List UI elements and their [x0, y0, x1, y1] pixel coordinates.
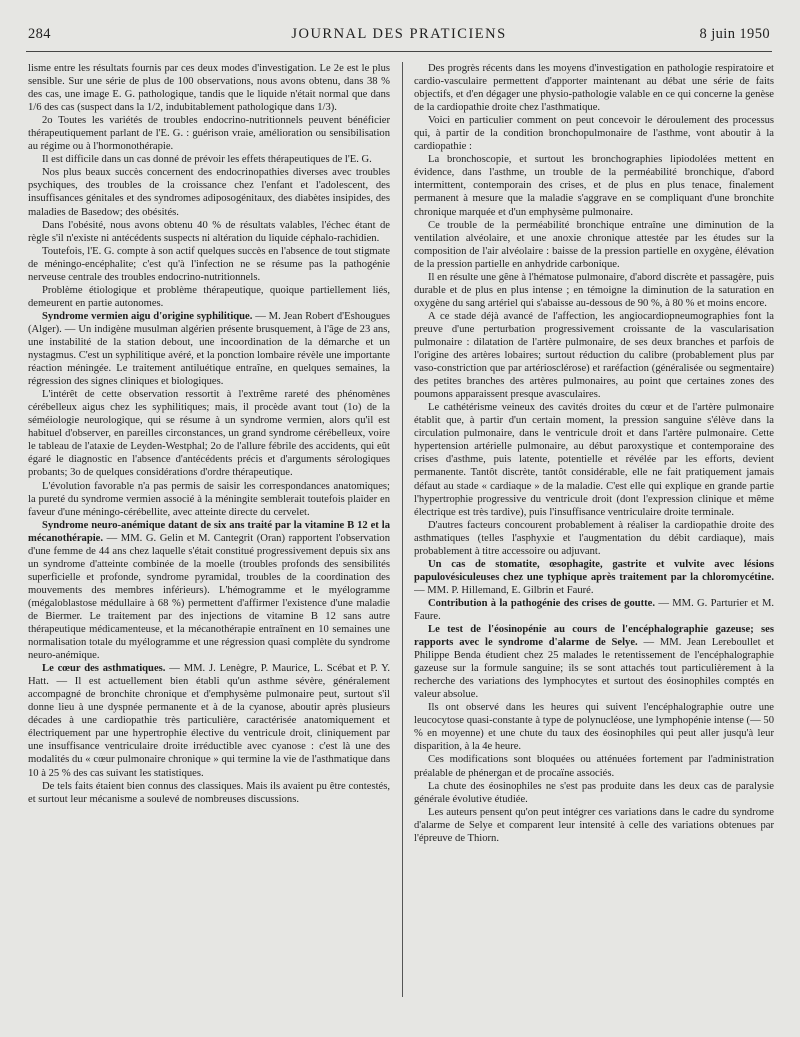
section-paragraph: Syndrome neuro-anémique datant de six ans traité par la vitamine B 12 et la mécanothérapie. — MM. G. Gelin et M. Cantegrit (Oran) rapportent l'observation d'une femme de 44 ans chez laquelle s'était constitué progressivement depuis six ans un syndrome d'atteinte combinée de la moelle (troubles profonds des sensibilités superficielle et profonde, syndrome pyramidal, troubles de la coordination des mouvements des membres inférieurs). L'hémogramme et le myélogramme (mégaloblastose médullaire à 68 %) permettent d'affirmer l'existence d'une maladie de Biermer. Le traitement par des injections de vitamine B 12 sans autre thérapeutique médicamenteuse, et la mécanothérapie entraînent en 10 semaines une normalisation totale du myélogramme et une régression quasi complète du syndrome neuro-anémique.: [28, 519, 390, 662]
paragraph: Ce trouble de la perméabilité bronchique entraîne une diminution de la ventilation alvéolaire, et une anoxie chronique attestée par les études sur la composition de l'air alvéolaire : baisse de la pression partielle en oxygène, élévation de la pression partielle en anhydride carbonique.: [414, 219, 774, 270]
paragraph: Les auteurs pensent qu'on peut intégrer ces variations dans le cadre du syndrome d'alarme de Selye et comparent leur intensité à celle des variations obtenues par l'épreuve de Thiorn.: [414, 806, 774, 844]
paragraph: Dans l'obésité, nous avons obtenu 40 % de résultats valables, l'échec étant de règle s'il n'existe ni antécédents suspects ni altération du liquide céphalo-rachidien.: [28, 219, 390, 244]
section-heading: Un cas de stomatite, œsophagite, gastrite et vulvite avec lésions papulovésiculeuses chez une typhique après traitement par la chloromycétine.: [414, 558, 774, 583]
paragraph: L'intérêt de cette observation ressortit à l'extrême rareté des phénomènes cérébelleux aigus chez les syphilitiques; mais, il procède avant tout (1o) de la séméiologie neurologique, qui se résume à un syndrome vermien, alors qu'il est habituel d'observer, en pareilles circonstances, un grand syndrome cérébelleux, voire le tableau de l'ataxie de Leyden-Westphal; 2o de l'allure fébrile des accidents, qui eût égaré le diagnostic en l'absence d'antécédents précis et d'arguments sérologiques probants; 3o de quelques considérations d'ordre thérapeutique.: [28, 389, 390, 479]
section-paragraph: Un cas de stomatite, œsophagite, gastrite et vulvite avec lésions papulovésiculeuses chez une typhique après traitement par la chloromycétine. — MM. P. Hillemand, E. Gilbrin et Fauré.: [414, 558, 774, 596]
paragraph: 2o Toutes les variétés de troubles endocrino-nutritionnels peuvent bénéficier thérapeutiquement parlant de l'E. G. : guérison vraie, amélioration ou sensibilisation au régime ou à l'hormonothérapie.: [28, 115, 390, 153]
paragraph: De tels faits étaient bien connus des classiques. Mais ils avaient pu être contestés, et surtout leur mécanisme a soulevé de nombreuses discussions.: [28, 780, 390, 805]
paragraph: Voici en particulier comment on peut concevoir le déroulement des processus qui, à partir de la condition bronchopulmonaire de l'asthme, vont aboutir à la cardiopathie :: [414, 115, 774, 153]
paragraph: Ces modifications sont bloquées ou atténuées fortement par l'administration préalable de phénergan et de procaïne associés.: [414, 754, 774, 779]
section-paragraph: Syndrome vermien aigu d'origine syphilitique. — M. Jean Robert d'Eshougues (Alger). — Un indigène musulman algérien présente brusquement, à l'âge de 23 ans, une instabilité de la station debout, une incoordination de la démarche et un nystagmus. C'est un syphilitique avéré, et la ponction lombaire révèle une importante réaction méningée. Le traitement antiluétique entraîne, en quelques semaines, la régression des signes cliniques et biologiques.: [28, 310, 390, 388]
paragraph: Problème étiologique et problème thérapeutique, quoique partiellement liés, demeurent en partie autonomes.: [28, 284, 390, 309]
section-paragraph: Le cœur des asthmatiques. — MM. J. Lenègre, P. Maurice, L. Scébat et P. Y. Hatt. — Il est actuellement bien établi qu'un asthme sévère, généralement accompagné de bronchite chronique et d'emphysème pulmonaire peut, surtout s'il donne lieu à une dyspnée permanente et à de la cyanose, aboutir après plusieurs décades à une cardiopathie très particulière, caractérisée anatomiquement et électriquement par une hypertrophie élective du ventricule droit, cliniquement par une insuffisance ventriculaire droite irréductible avec cyanose : c'est là une des modalités du « cœur pulmonaire chronique » qui termine la vie de l'asthmatique dans 10 à 25 % des cas suivant les statistiques.: [28, 663, 390, 779]
paragraph: D'autres facteurs concourent probablement à réaliser la cardiopathie droite des asthmatiques (telles l'asphyxie et l'augmentation du débit cardiaque), mais probablement à titre accessoire ou adjuvant.: [414, 519, 774, 557]
section-heading: Syndrome neuro-anémique datant de six ans traité par la vitamine B 12 et la mécanothérapie.: [28, 519, 390, 544]
paragraph: Toutefois, l'E. G. compte à son actif quelques succès en l'absence de tout stigmate de méningo-encéphalite; c'est qu'à l'infection ne se résume pas la pathogénie nerveuse centrale des troubles endocrino-nutritionnels.: [28, 245, 390, 283]
paragraph: lisme entre les résultats fournis par ces deux modes d'investigation. Le 2e est le plus sensible. Sur une série de plus de 100 observations, nous avons obtenu, dans 38 % des cas, une image E. G. pathologique, tandis que le liquide n'était normal que dans 1/6 des cas (suspect dans la 1/2, indubitablement pathologique dans 1/3).: [28, 63, 390, 114]
section-heading: Contribution à la pathogénie des crises de goutte.: [428, 597, 656, 609]
column-divider: [402, 62, 403, 997]
paragraph: L'évolution favorable n'a pas permis de saisir les correspondances anatomiques; la pureté du syndrome vermien associé à la méningite semblerait toutefois plaider en faveur d'une méningo-cérébellite, avec atteinte directe du cervelet.: [28, 480, 390, 518]
paragraph: Il en résulte une gêne à l'hématose pulmonaire, d'abord discrète et passagère, puis durable et de plus en plus intense ; en témoigne la diminution de la saturation en oxygène du sang artériel qui s'abaisse au-dessous de 90 %, à 80 % et moins encore.: [414, 271, 774, 309]
section-paragraph: Le test de l'éosinopénie au cours de l'encéphalographie gazeuse; ses rapports avec le syndrome d'alarme de Selye. — MM. Jean Lereboullet et Philippe Benda étudient chez 25 malades le retentissement de l'encéphalographie gazeuse sur la formule sanguine; ils se sont attachés tout particulièrement à la recherche des variations des lymphocytes et surtout des éosinophiles comptés en valeur absolue.: [414, 624, 774, 701]
left-column: [28, 62, 390, 997]
paragraph: Des progrès récents dans les moyens d'investigation en pathologie respiratoire et cardio-vasculaire permettent d'apporter maintenant au débat une série de faits objectifs, et d'en dégager une physio-pathologie valable en ce qui concerne la genèse de la cardiopathie droite chez l'asthmatique.: [414, 63, 774, 114]
journal-title: JOURNAL DES PRATICIENS: [291, 26, 507, 42]
header-rule: [26, 51, 772, 52]
paragraph: Ils ont observé dans les heures qui suivent l'encéphalographie outre une leucocytose quasi-constante à type de polynucléose, une lymphopénie intense (— 50 % en moyenne) et une chute du taux des éosinophiles qui peut aller jusqu'à leur disparition, à la 4e heure.: [414, 702, 774, 753]
paragraph: Nos plus beaux succès concernent des endocrinopathies diverses avec troubles psychiques, des troubles de la croissance chez l'enfant et l'adolescent, des insuffisances génitales et des syndromes adiposogénitaux, des diabètes insipides, des maladies de Basedow; des obésités.: [28, 167, 390, 218]
section-paragraph: Contribution à la pathogénie des crises de goutte. — MM. G. Parturier et M. Faure.: [414, 597, 774, 622]
section-heading: Le test de l'éosinopénie au cours de l'encéphalographie gazeuse; ses rapports avec le syndrome d'alarme de Selye.: [414, 624, 774, 649]
paragraph: La bronchoscopie, et surtout les bronchographies lipiodolées mettent en évidence, dans l'asthme, un trouble de la perméabilité bronchique, d'abord intermittent, contemporain des crises, et de plus en plus tenace, finalement permanent à mesure que la maladie s'aggrave en se compliquant d'une bronchite chronique marquée et d'un emphysème pulmonaire.: [414, 154, 774, 218]
page-header: [28, 26, 770, 48]
section-heading: Le cœur des asthmatiques.: [42, 663, 166, 675]
paragraph: Il est difficile dans un cas donné de prévoir les effets thérapeutiques de l'E. G.: [42, 154, 372, 166]
page-number: 284: [28, 26, 51, 42]
right-column: [414, 62, 774, 997]
paragraph: Le cathétérisme veineux des cavités droites du cœur et de l'artère pulmonaire établit que, à partir d'un certain moment, la pression sanguine s'élève dans la circulation pulmonaire, dans le ventricule droit et dans l'artère pulmonaire. Cette hypertension artérielle pulmonaire, au début paroxystique et contemporaine des crises d'asthme, puis latente, potentielle et révélée par les efforts, devient permanente. Tantôt discrète, tantôt considérable, elle ne fait pratiquement jamais défaut au stade « cardiaque » de la maladie. C'est elle qui explique en grande partie l'hypertrophie progressive du ventricule droit (dont l'expression clinique et même électrique est très tardive), puis l'insuffisance ventriculaire droite terminale.: [414, 402, 774, 518]
section-heading: Syndrome vermien aigu d'origine syphilitique.: [42, 310, 253, 322]
paragraph: A ce stade déjà avancé de l'affection, les angiocardiopneumographies font la preuve d'une perturbation progressivement croissante de la vascularisation pulmonaire : dilatation de l'artère pulmonaire, de ses deux branches et parfois de l'origine des artères lobaires; surtout réduction du calibre (probablement plus par vaso-constriction que par artériosclérose) et raréfaction (généralisée ou segmentaire) des petites branches des artères pulmonaires, au point que certaines zones des poumons apparaissent presque avasculaires.: [414, 310, 774, 401]
paragraph: La chute des éosinophiles ne s'est pas produite dans les deux cas de paralysie générale évolutive étudiée.: [414, 780, 774, 805]
issue-date: 8 juin 1950: [699, 26, 770, 42]
